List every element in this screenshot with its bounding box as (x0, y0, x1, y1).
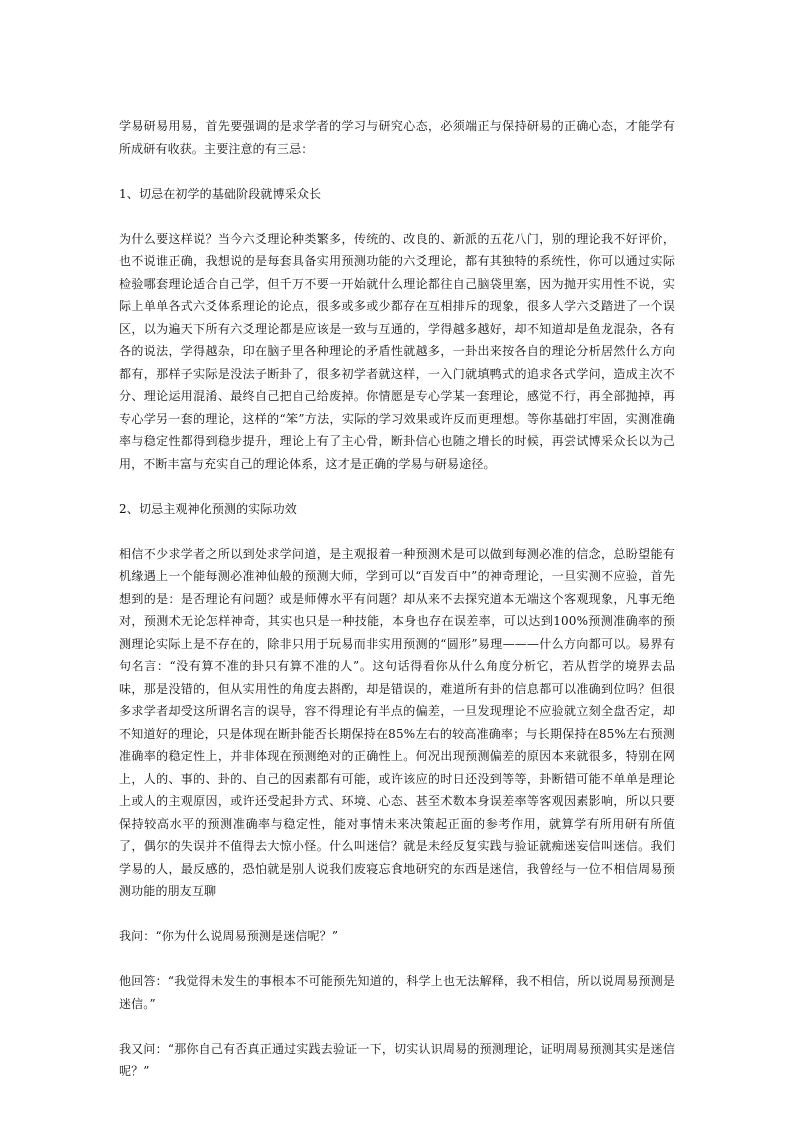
section-2-heading: 2、切忌主观神化预测的实际功效 (119, 501, 297, 516)
section-1-heading: 1、切忌在初学的基础阶段就博采众长 (119, 186, 322, 201)
dialogue-question-1: 我问：“你为什么说周易预测是迷信呢？” (119, 929, 339, 943)
section-1-body: 为什么要这样说？当今六爻理论种类繁多，传统的、改良的、新派的五花八门，别的理论我不好评价，也不说谁正确，我想说的是每套具备实用预测功能的六爻理论，都有其独特的系统性，你可以通过实际检验哪套理论适合自己学，但千万不要一开始就什么理论都往自己脑袋里塞，因为抛开实用性不说，实际上单单各式六爻体系理论的论点，很多或多或少都存在互相排斥的现象，很多人学六爻踏进了一个误区，以为遍天下所有六爻理论都是应该是一致与互通的，学得越多越好，却不知道却是鱼龙混杂，各有各的说法，学得越杂，印在脑子里各种理论的矛盾性就越多，一卦出来按各自的理论分析居然什么方向都有，那样子实际是没法子断卦了，很多初学者就这样，一入门就填鸭式的追求各式学问，造成主次不分、理论运用混淆、最终自己把自己给废掉。你情愿是专心学某一套理论，感觉不行，再全部抛掉，再专心学另一套的理论，这样的“笨”方法，实际的学习效果或许反而更理想。等你基础打牢固，实测准确率与稳定性都得到稳步提升，理论上有了主心骨，断卦信心也随之增长的时候，再尝试博采众长以为己用，不断丰富与充实自己的理论体系，这才是正确的学易与研易途径。 (119, 231, 675, 471)
document-page (119, 115, 675, 1105)
dialogue-answer-1: 他回答：“我觉得未发生的事根本不可能预先知道的，科学上也无法解释，我不相信，所以说周易预测是迷信。” (119, 974, 675, 1011)
intro-paragraph: 学易研易用易，首先要强调的是求学者的学习与研究心态，必须端正与保持研易的正确心态，才能学有所成研有收获。主要注意的有三忌： (119, 119, 675, 156)
dialogue-question-2: 我又问：“那你自己有否真正通过实践去验证一下，切实认识周易的预测理论，证明周易预测其实是迷信呢？” (119, 1041, 675, 1078)
section-2-body: 相信不少求学者之所以到处求学问道，是主观报着一种预测术是可以做到每测必准的信念，总盼望能有机缘遇上一个能每测必准神仙般的预测大师，学到可以“百发百中”的神奇理论，一旦实测不应验，首先想到的是：是否理论有问题？或是师傅水平有问题？却从来不去探究道本无端这个客观现象，凡事无绝对，预测术无论怎样神奇，其实也只是一种技能，本身也存在误差率，可以达到100%预测准确率的预测理论实际上是不存在的，除非只用于玩易而非实用预测的“圆形”易理———什么方向都可以。易界有句名言：“没有算不准的卦只有算不准的人”。这句话得看你从什么角度分析它，若从哲学的境界去品味，那是没错的，但从实用性的角度去斟酌，却是错误的，难道所有卦的信息都可以准确到位吗？但很多求学者却受这所谓名言的误导，容不得理论有半点的偏差，一旦发现理论不应验就立刻全盘否定，却不知道好的理论，只是体现在断卦能否长期保持在85%左右的较高准确率；与长期保持在85%左右预测准确率的稳定性上，并非体现在预测绝对的正确性上。何况出现预测偏差的原因本来就很多，特别在网上，人的、事的、卦的、自己的因素都有可能，或许该应的时日还没到等等，卦断错可能不单单是理论上或人的主观原因，或许还受起卦方式、环境、心态、甚至术数本身误差率等客观因素影响，所以只要保持较高水平的预测准确率与稳定性，能对事情未来决策起正面的参考作用，就算学有所用研有所值了，偶尔的失误并不值得去大惊小怪。什么叫迷信？就是未经反复实践与验证就痴迷妄信叫迷信。我们学易的人，最反感的，恐怕就是别人说我们废寝忘食地研究的东西是迷信，我曾经与一位不相信周易预测功能的朋友互聊 (119, 546, 675, 898)
